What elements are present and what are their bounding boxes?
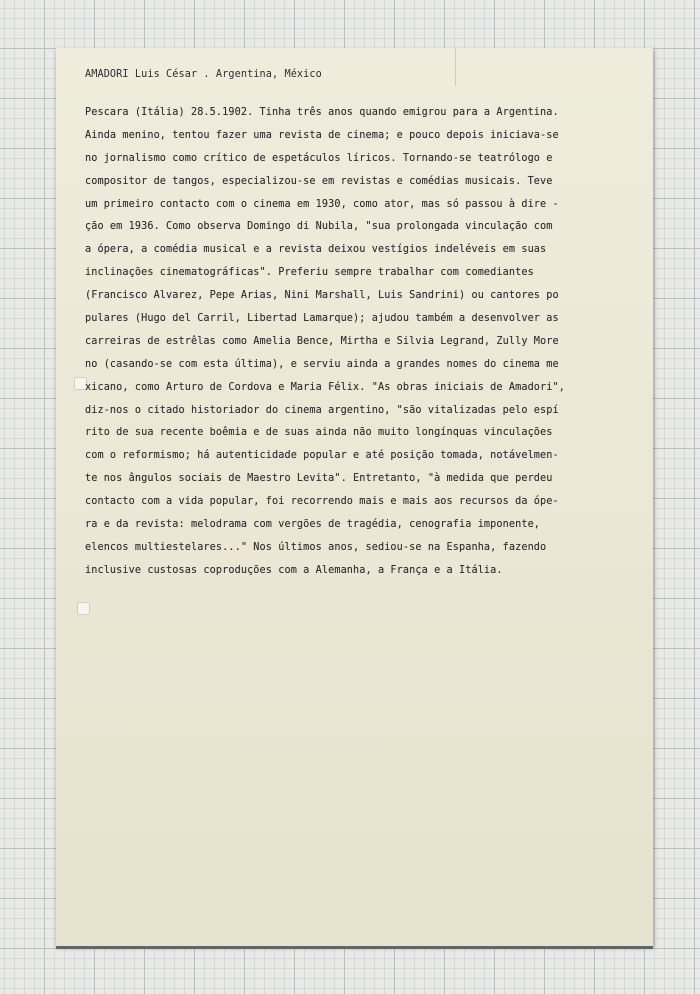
typewritten-sheet [56, 48, 653, 946]
text-line: Pescara (Itália) 28.5.1902. Tinha três anos quando emigrou para a Argentina. [85, 107, 559, 118]
text-line: compositor de tangos, especializou-se em revistas e comédias musicais. Teve [85, 175, 553, 187]
document-heading: AMADORI Luis César . Argentina, México [85, 69, 322, 80]
paper-fold-mark [455, 48, 456, 86]
text-line: ra e da revista: melodrama com vergões de tragédia, cenografia imponente, [85, 519, 541, 531]
text-line: elencos multiestelares..." Nos últimos anos, sediou-se na Espanha, fazendo [85, 541, 547, 553]
text-line: inclusive custosas coproduções com a Alemanha, a França e a Itália. [85, 564, 503, 576]
text-line: no (casando-se com esta última), e serviu ainda a grandes nomes do cinema me [85, 358, 559, 370]
text-line: ção em 1936. Como observa Domingo di Nubila, "sua prolongada vinculação com [85, 221, 553, 233]
text-line: a ópera, a comédia musical e a revista deixou vestígios indeléveis em suas [85, 244, 547, 256]
text-line: inclinações cinematográficas". Preferiu sempre trabalhar com comediantes [85, 267, 534, 279]
text-line: rito de sua recente boêmia e de suas ainda não muito longínquas vinculações [85, 427, 553, 439]
text-line: (Francisco Alvarez, Pepe Arias, Nini Marshall, Luis Sandrini) ou cantores po [85, 290, 559, 302]
text-line: com o reformismo; há autenticidade popular e até posição tomada, notávelmen- [85, 450, 559, 462]
text-line: xicano, como Arturo de Cordova e Maria Félix. "As obras iniciais de Amadori", [85, 381, 565, 393]
text-line: te nos ângulos sociais de Maestro Levita". Entretanto, "à medida que perdeu [85, 473, 553, 485]
biography-paragraph [85, 102, 645, 583]
text-line: Ainda menino, tentou fazer uma revista de cinema; e pouco depois iniciava-se [85, 129, 559, 141]
text-line: diz-nos o citado historiador do cinema argentino, "são vitalizadas pelo espí [85, 404, 559, 416]
text-line: contacto com a vida popular, foi recorrendo mais e mais aos recursos da ópe- [85, 496, 559, 508]
text-line: pulares (Hugo del Carril, Libertad Lamarque); ajudou também a desenvolver as [85, 313, 559, 325]
text-line: no jornalismo como crítico de espetáculos líricos. Tornando-se teatrólogo e [85, 152, 553, 164]
text-line: carreiras de estrêlas como Amelia Bence, Mirtha e Silvia Legrand, Zully More [85, 335, 559, 347]
punch-hole [77, 602, 90, 615]
text-line: um primeiro contacto com o cinema em 1930, como ator, mas só passou à dire - [85, 198, 559, 210]
